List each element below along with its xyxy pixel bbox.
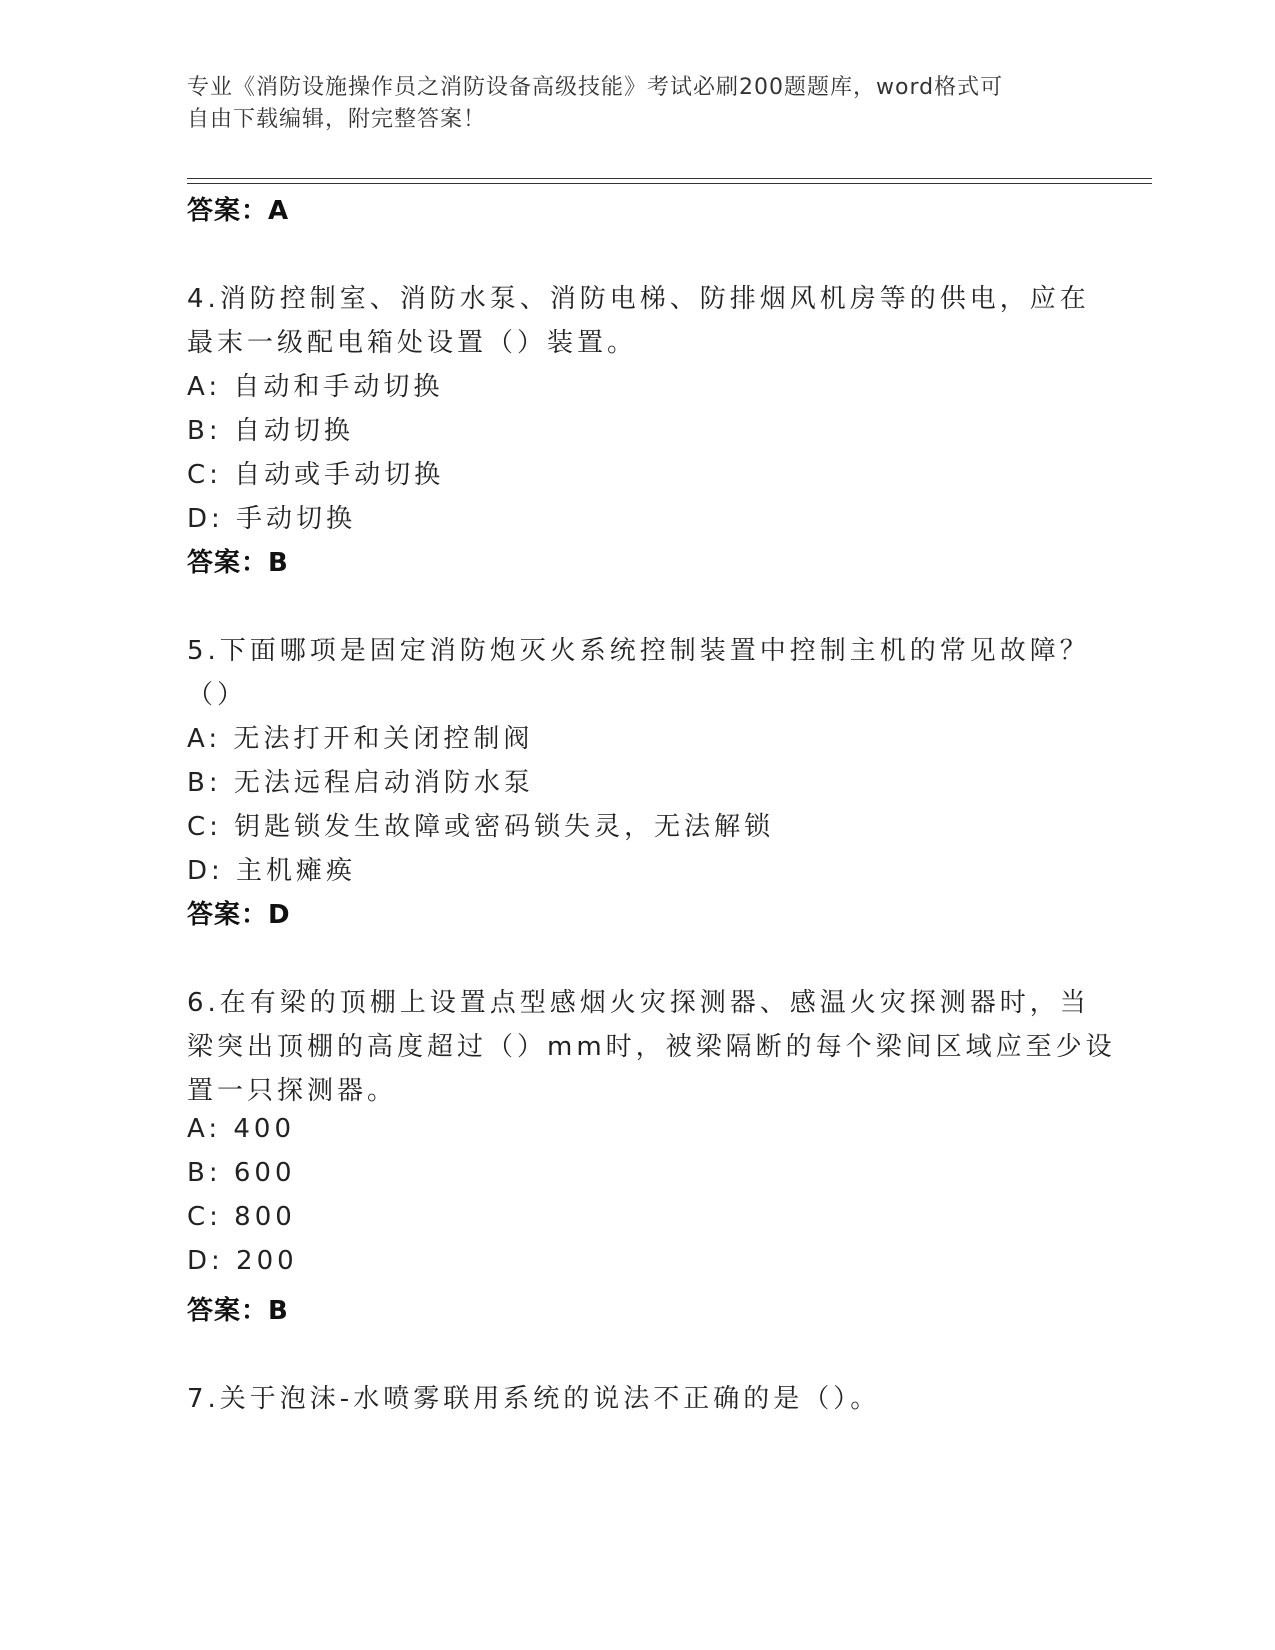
header-divider-top <box>187 178 1152 179</box>
header-line-2: 自由下载编辑，附完整答案！ <box>187 107 487 132</box>
question-6-option-a: A: 400 <box>187 1114 295 1144</box>
question-6-stem-line-1: 6.在有梁的顶棚上设置点型感烟火灾探测器、感温火灾探测器时，当 <box>187 988 1090 1018</box>
question-6-option-c: C: 800 <box>187 1202 296 1232</box>
question-6-stem-line-3: 置一只探测器。 <box>187 1076 398 1106</box>
header-line-1: 专业《消防设施操作员之消防设备高级技能》考试必刷200题题库，word格式可 <box>187 75 1004 100</box>
question-4-option-b: B: 自动切换 <box>187 416 354 446</box>
question-5-option-d: D: 主机瘫痪 <box>187 856 357 886</box>
question-4-option-d: D: 手动切换 <box>187 504 357 534</box>
question-6-answer: 答案：B <box>187 1296 289 1326</box>
question-6-option-b: B: 600 <box>187 1158 296 1188</box>
question-4-stem-line-2: 最末一级配电箱处设置（）装置。 <box>187 328 638 358</box>
question-6-stem-line-2: 梁突出顶棚的高度超过（）mm时，被梁隔断的每个梁间区域应至少设 <box>187 1032 1116 1062</box>
question-7-stem-line-1: 7.关于泡沫-水喷雾联用系统的说法不正确的是（）。 <box>187 1384 881 1414</box>
question-5-answer: 答案：D <box>187 900 291 930</box>
header-divider-bottom <box>187 183 1152 184</box>
document-header <box>187 72 1067 136</box>
question-4-option-a: A: 自动和手动切换 <box>187 372 444 402</box>
question-4-stem-line-1: 4.消防控制室、消防水泵、消防电梯、防排烟风机房等的供电，应在 <box>187 284 1090 314</box>
question-4-option-c: C: 自动或手动切换 <box>187 460 445 490</box>
question-5-option-b: B: 无法远程启动消防水泵 <box>187 768 534 798</box>
question-5-stem-line-1: 5.下面哪项是固定消防炮灭火系统控制装置中控制主机的常见故障？ <box>187 636 1090 666</box>
question-4-answer: 答案：B <box>187 548 289 578</box>
question-5-option-a: A: 无法打开和关闭控制阀 <box>187 724 534 754</box>
question-5-stem-line-2: （） <box>187 680 248 710</box>
answer-previous: 答案：A <box>187 196 290 226</box>
question-6-option-d: D: 200 <box>187 1246 298 1276</box>
question-5-option-c: C: 钥匙锁发生故障或密码锁失灵，无法解锁 <box>187 812 775 842</box>
